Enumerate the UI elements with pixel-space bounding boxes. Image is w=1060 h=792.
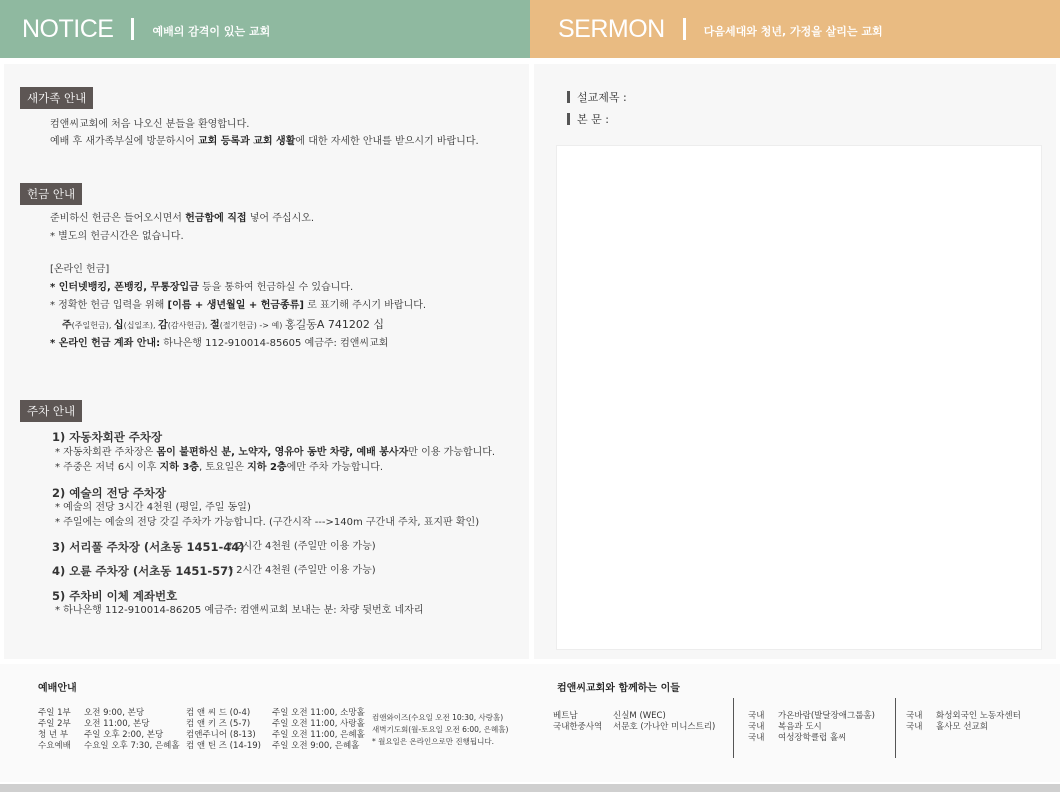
sermon-notes-area[interactable] (556, 145, 1042, 650)
worship-info-title: 예배안내 (38, 683, 77, 694)
parking-1-title: 1) 자동차회관 주차장 (52, 430, 163, 444)
sermon-passage-line (567, 111, 609, 127)
parking-2-line-2: * 주일에는 예술의 전당 갓길 주차가 가능합니다. (구간시작 --->140m 구간내 주차, 표지판 확인) (55, 517, 480, 528)
partner-region-col-2: 국내 국내 국내 (748, 711, 765, 743)
header-divider (131, 18, 134, 40)
partner-region-col-3: 국내 국내 (906, 711, 923, 732)
parking-4-note: * 2시간 4천원 (주일만 이용 가능) (228, 565, 376, 576)
offering-line-5: * 정확한 헌금 입력을 위해 [이름 + 생년월일 + 헌금종류] 로 표기해 주시기 바랍니다. (50, 300, 427, 311)
parking-4-title: 4) 오륜 주차장 (서초동 1451-57) (52, 564, 234, 578)
footer-divider (895, 698, 896, 758)
notice-subtitle: 예배의 감격이 있는 교회 (152, 25, 271, 38)
worship-col-4: 주일 오전 11:00, 소망홀 주일 오전 11:00, 사랑홀 주일 오전 11:00, 은혜홀 주일 오전 9:00, 은혜홀 (272, 708, 365, 751)
parking-3-title: 3) 서리풀 주차장 (서초동 1451-44) (52, 540, 245, 554)
parking-1-line-2: * 주중은 저녁 6시 이후 지하 3층, 토요일은 지하 2층에만 주차 가능합니다. (55, 462, 384, 473)
offering-line-6: 주(주일헌금), 십(십일조), 감(감사헌금), 절(절기헌금) -> 예) 홍길동A 741202 십 (62, 318, 384, 331)
worship-col-5: 컴앤와이즈(수요일 오전 10:30, 사랑홀) 새벽기도회(월-토요일 오전 6:00, 은혜홀) * 월요일은 온라인으로만 진행됩니다. (372, 713, 509, 746)
partner-name-col-2: 가온바람(발달장애그룹홈) 복음과 도시 여성장학클럽 홀씨 (778, 711, 875, 743)
offering-label: 헌금 안내 (20, 183, 82, 205)
sermon-passage-label: 본 문 : (577, 113, 609, 126)
offering-line-4: * 인터넷뱅킹, 폰뱅킹, 무통장입금 등을 통하여 헌금하실 수 있습니다. (50, 282, 354, 293)
bullet-bar (567, 113, 570, 125)
offering-line-1: 준비하신 헌금은 들어오시면서 헌금함에 직접 넣어 주십시오. (50, 213, 315, 224)
offering-line-2: * 별도의 헌금시간은 없습니다. (50, 231, 184, 242)
parking-5-title: 5) 주차비 이체 계좌번호 (52, 589, 178, 603)
parking-2-line-1: * 예술의 전당 3시간 4천원 (평일, 주일 동일) (55, 502, 251, 513)
parking-1-line-1: * 자동차회관 주차장은 몸이 불편하신 분, 노약자, 영유아 동반 차량, 예배 봉사자만 이용 가능합니다. (55, 447, 496, 458)
worship-col-3: 컴 앤 씨 드 (0-4) 컴 앤 키 즈 (5-7) 컴앤주니어 (8-13) 컴 앤 틴 즈 (14-19) (186, 708, 261, 751)
online-offering-heading: [온라인 헌금] (50, 264, 110, 275)
partner-region-col-1: 베트남 국내한중사역 (553, 711, 603, 732)
newcomer-line-2: 예배 후 새가족부실에 방문하시어 교회 등록과 교회 생활에 대한 자세한 안내를 받으시기 바랍니다. (50, 136, 479, 147)
partners-title: 컴앤씨교회와 함께하는 이들 (557, 683, 680, 694)
newcomer-line-1: 컴앤씨교회에 처음 나오신 분들을 환영합니다. (50, 119, 250, 130)
parking-3-note: * 2시간 4천원 (주일만 이용 가능) (228, 541, 376, 552)
sermon-title-line (567, 89, 627, 105)
sermon-subtitle: 다음세대와 청년, 가정을 살리는 교회 (703, 25, 883, 38)
parking-5-line-1: * 하나은행 112-910014-86205 예금주: 컴앤씨교회 보내는 분: 차량 뒷번호 네자리 (55, 605, 424, 616)
worship-col-2: 오전 9:00, 본당 오전 11:00, 본당 주일 오후 2:00, 본당 수요일 오후 7:30, 은혜홀 (84, 708, 180, 751)
bottom-edge (0, 784, 1060, 792)
notice-header (0, 0, 530, 58)
online-account-line: * 온라인 헌금 계좌 안내: 하나은행 112-910014-85605 예금주: 컴앤씨교회 (50, 338, 389, 349)
parking-label: 주차 안내 (20, 400, 82, 422)
worship-col-1: 주일 1부 주일 2부 청 년 부 수요예배 (38, 708, 71, 751)
parking-2-title: 2) 예술의 전당 주차장 (52, 486, 167, 500)
partner-name-col-3: 화성외국인 노동자센터 홀사모 선교회 (936, 711, 1021, 732)
footer-divider (733, 698, 734, 758)
partner-name-col-1: 신실M (WEC) 서문호 (가나안 미니스트리) (613, 711, 716, 732)
newcomer-label: 새가족 안내 (20, 87, 93, 109)
sermon-title: SERMON (558, 14, 665, 43)
sermon-title-label: 설교제목 : (577, 91, 627, 104)
notice-title: NOTICE (22, 14, 114, 43)
sermon-header (530, 0, 1060, 58)
bullet-bar (567, 91, 570, 103)
header-divider (683, 18, 686, 40)
